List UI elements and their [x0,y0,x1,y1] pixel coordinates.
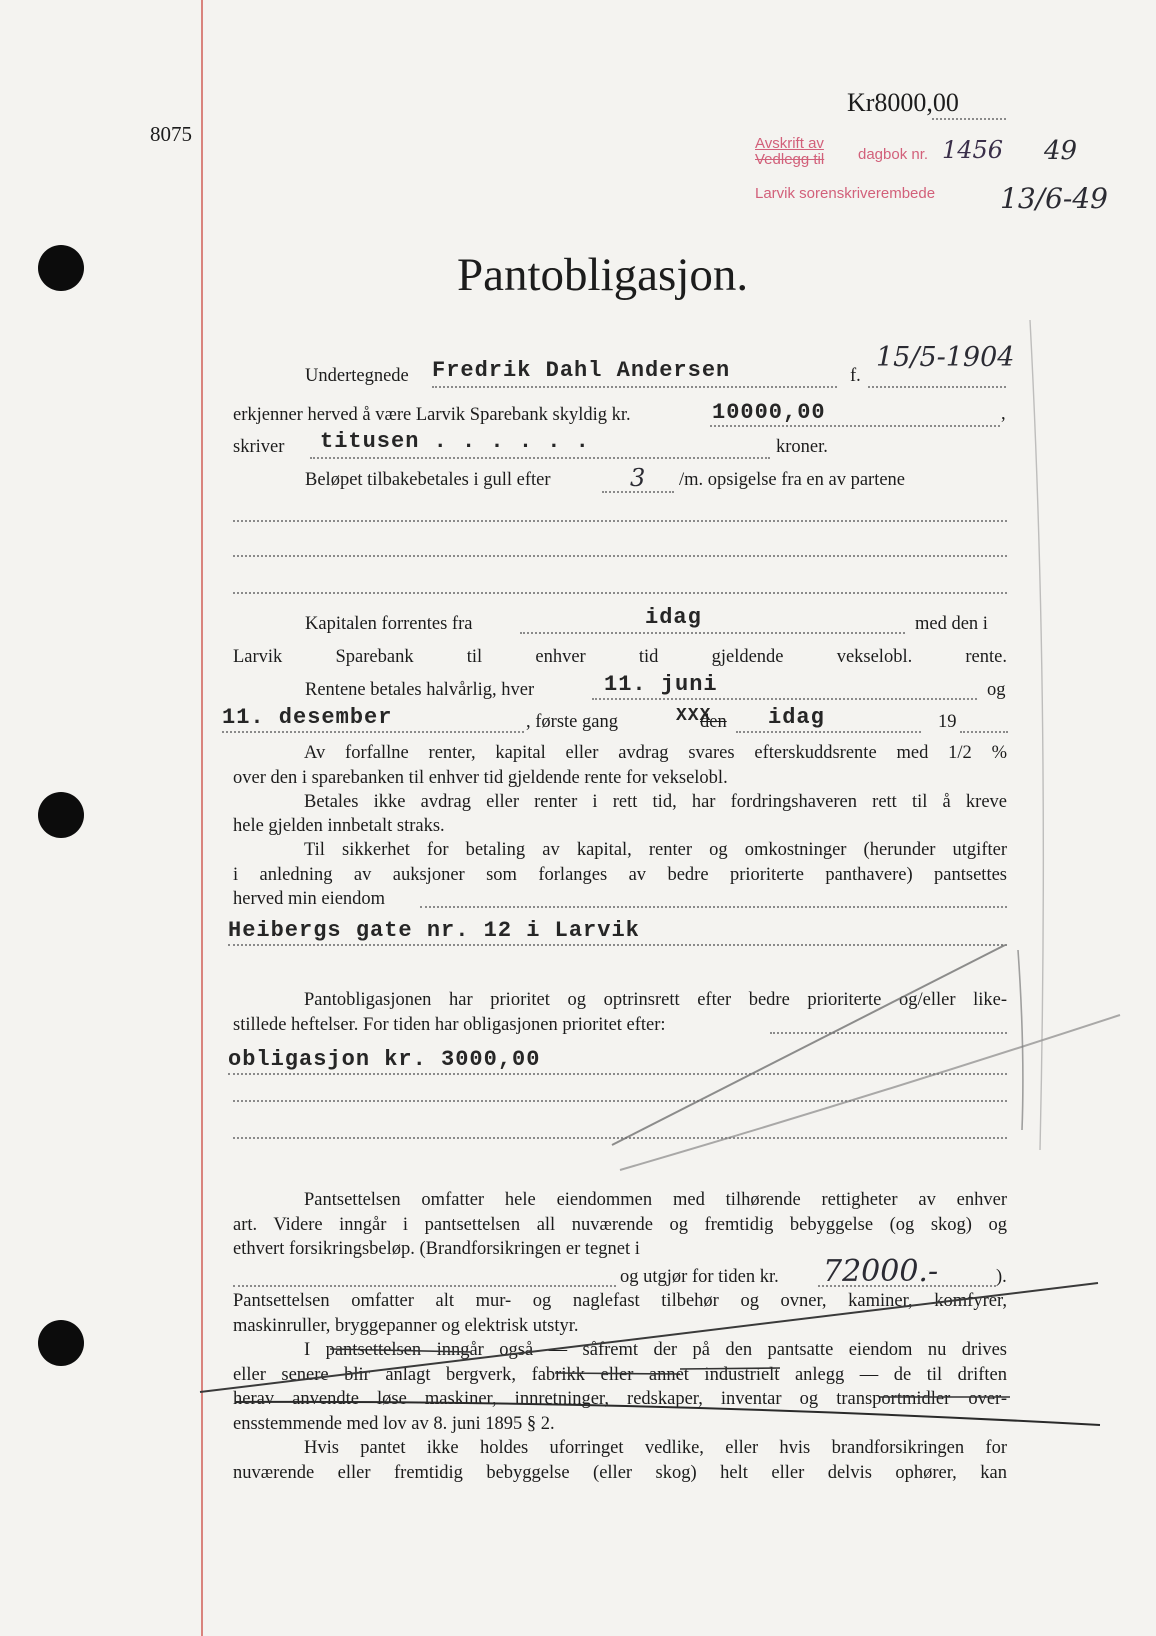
dagbok-year: 49 [1044,136,1078,166]
stamp-avskrift: Avskrift av [755,135,824,152]
first-time-label: , første gang [526,712,618,732]
p5-line2: art. Videre inngår i pantsettelsen all nuværende og fremtidig bebyggelse (og skog) og [233,1215,1007,1235]
p5-line1: Pantsettelsen omfatter hele eiendommen med tilhørende rettigheter av enhver [304,1190,1007,1210]
first-payment-date: idag [768,705,825,730]
p8-line2: nuværende eller fremtidig bebyggelse (eller skog) helt eller delvis ophører, kan [233,1463,1007,1483]
header-amount: Kr8000,00 [847,88,959,117]
undertegnede-label: Undertegnede [305,366,409,386]
p1-line1: Av forfallne renter, kapital eller avdrag svares efterskuddsrente med 1/2 % [304,743,1007,763]
repayment-text: Beløpet tilbakebetales i gull efter [305,470,551,490]
p3-line3: herved min eiendom [233,889,386,909]
rente-line: Larvik Sparebank til enhver tid gjeldende vekselobl. rente. [233,647,1007,667]
registration-date: 13/6-49 [1000,182,1108,215]
struck-den: den [700,712,727,732]
document-title: Pantobligasjon. [457,249,749,301]
p3-line2: i anledning av auksjoner som forlanges av bedre prioriterte panthavere) pantsettes [233,865,1007,885]
prior-obligation: obligasjon kr. 3000,00 [228,1047,541,1072]
page-number: 8075 [150,122,192,146]
p5-line4a: og utgjør for tiden kr. [620,1267,779,1287]
amount-in-words: titusen . . . . . . [320,429,590,454]
notice-text: /m. opsigelse fra en av partene [679,470,906,490]
p5-line3: ethvert forsikringsbeløp. (Brandforsikringen er tegnet i [233,1239,640,1259]
debtor-birthdate: 15/5-1904 [876,342,1015,373]
med-den-i: med den i [915,614,988,634]
stamp-office: Larvik sorenskriverembede [755,185,936,202]
p6-line1: Pantsettelsen omfatter alt mur- og naglefast tilbehør og ovner, kaminer, komfyrer, [233,1291,1007,1311]
skriver-label: skriver [233,437,285,457]
year-prefix: 19 [938,712,957,732]
p4-line2: stillede heftelser. For tiden har obligasjonen prioritet efter: [233,1015,666,1035]
og-text: og [987,680,1006,700]
property-address: Heibergs gate nr. 12 i Larvik [228,918,640,943]
loan-amount: 10000,00 [712,400,826,425]
debtor-name: Fredrik Dahl Andersen [432,358,731,383]
p7-line1: I pantsettelsen inngår også — såfremt der på den pantsatte eiendom nu drives [304,1340,1007,1360]
p6-line2: maskinruller, bryggepanner og elektrisk utstyr. [233,1316,579,1336]
p1-line2: over den i sparebanken til enhver tid gjeldende rente for vekselobl. [233,768,728,788]
interest-start-label: Kapitalen forrentes fra [305,614,473,634]
amount-comma: , [1001,404,1006,424]
interest-start-date: idag [645,605,702,630]
insurance-amount: 72000.- [823,1254,939,1289]
interest-date-1: 11. juni [604,672,718,697]
kroner-label: kroner. [776,437,828,457]
p2-line2: hele gjelden innbetalt straks. [233,816,445,836]
p2-line1: Betales ikke avdrag eller renter i rett tid, har fordringshaveren rett til å kreve [304,792,1007,812]
interest-date-2: 11. desember [222,705,393,730]
p8-line1: Hvis pantet ikke holdes uforringet vedlike, eller hvis brandforsikringen for [304,1438,1007,1458]
dagbok-number: 1456 [942,136,1004,164]
erkjenner-text: erkjenner herved å være Larvik Sparebank skyldig kr. [233,405,631,425]
p7-line3: herav anvendte løse maskiner, innretninger, redskaper, inventar og transportmidler over- [233,1389,1007,1409]
stamp-dagbok: dagbok nr. [858,146,929,163]
interest-payment-label: Rentene betales halvårlig, hver [305,680,535,700]
p7-line4: ensstemmende med lov av 8. juni 1895 § 2. [233,1414,555,1434]
p4-line1: Pantobligasjonen har prioritet og optrinsrett efter bedre prioriterte og/eller like- [304,990,1007,1010]
struck-xxx: XXX [676,706,712,726]
p3-line1: Til sikkerhet for betaling av kapital, renter og omkostninger (herunder utgifter [304,840,1007,860]
notice-months: 3 [630,464,646,492]
stamp-vedlegg: Vedlegg til [755,151,825,168]
p7-line2: eller senere blir anlagt bergverk, fabrikk eller annet industrielt anlegg — de til driften [233,1365,1007,1385]
p5-line4b: ). [996,1267,1007,1287]
born-label: f. [850,366,861,386]
